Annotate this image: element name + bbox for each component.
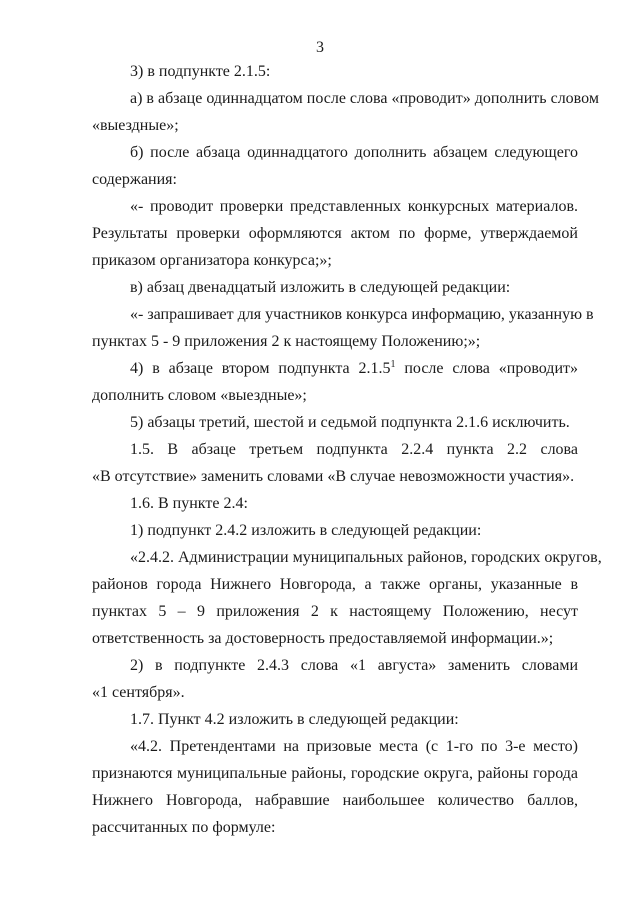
text-line: б) после абзаца одиннадцатого дополнить абзацем следующего (130, 144, 578, 161)
text-line: признаются муниципальные районы, городские округа, районы города (92, 765, 578, 782)
text-line: «4.2. Претендентами на призовые места (с 1-го по 3-е место) (130, 738, 578, 755)
text-line: Нижнего Новгорода, набравшие наибольшее количество баллов, (92, 792, 578, 809)
text-line: а) в абзаце одиннадцатом после слова «проводит» дополнить словом (130, 90, 599, 107)
text-line: ответственность за достоверность предоставляемой информации.»; (92, 630, 554, 647)
text-line: «- запрашивает для участников конкурса информацию, указанную в (130, 306, 594, 323)
text-line: 2) в подпункте 2.4.3 слова «1 августа» заменить словами (130, 657, 578, 674)
text-line: пунктах 5 - 9 приложения 2 к настоящему Положению;»; (92, 333, 481, 350)
text-line: 1.5. В абзаце третьем подпункта 2.2.4 пункта 2.2 слова (130, 441, 578, 458)
text-line: содержания: (92, 171, 177, 188)
text-line: 1) подпункт 2.4.2 изложить в следующей редакции: (130, 522, 482, 539)
text-segment: 4) в абзаце втором подпункта 2.1.5 (130, 360, 391, 377)
text-line: районов города Нижнего Новгорода, а также органы, указанные в (92, 576, 578, 593)
text-line: «В отсутствие» заменить словами «В случае невозможности участия». (92, 468, 575, 485)
text-line: «2.4.2. Администрации муниципальных районов, городских округов, (130, 549, 602, 566)
text-line: «- проводит проверки представленных конкурсных материалов. (130, 198, 578, 215)
text-line: приказом организатора конкурса;»; (92, 252, 332, 269)
text-line: рассчитанных по формуле: (92, 819, 276, 836)
text-line: «выездные»; (92, 117, 179, 134)
text-line: Результаты проверки оформляются актом по форме, утверждаемой (92, 225, 578, 242)
text-line: пунктах 5 – 9 приложения 2 к настоящему Положению, несут (92, 603, 578, 620)
text-line: в) абзац двенадцатый изложить в следующей редакции: (130, 279, 511, 296)
text-line-with-superscript (92, 355, 578, 382)
text-line: 1.7. Пункт 4.2 изложить в следующей редакции: (130, 711, 459, 728)
text-line: 3) в подпункте 2.1.5: (130, 63, 271, 80)
text-segment: после слова «проводит» (395, 360, 579, 377)
text-line: дополнить словом «выездные»; (92, 387, 307, 404)
text-line: 1.6. В пункте 2.4: (130, 495, 248, 512)
text-line: «1 сентября». (92, 684, 185, 701)
text-line: 5) абзацы третий, шестой и седьмой подпункта 2.1.6 исключить. (130, 414, 570, 431)
page-number: 3 (316, 39, 324, 56)
document-body (92, 58, 602, 841)
superscript: 1 (390, 359, 396, 370)
